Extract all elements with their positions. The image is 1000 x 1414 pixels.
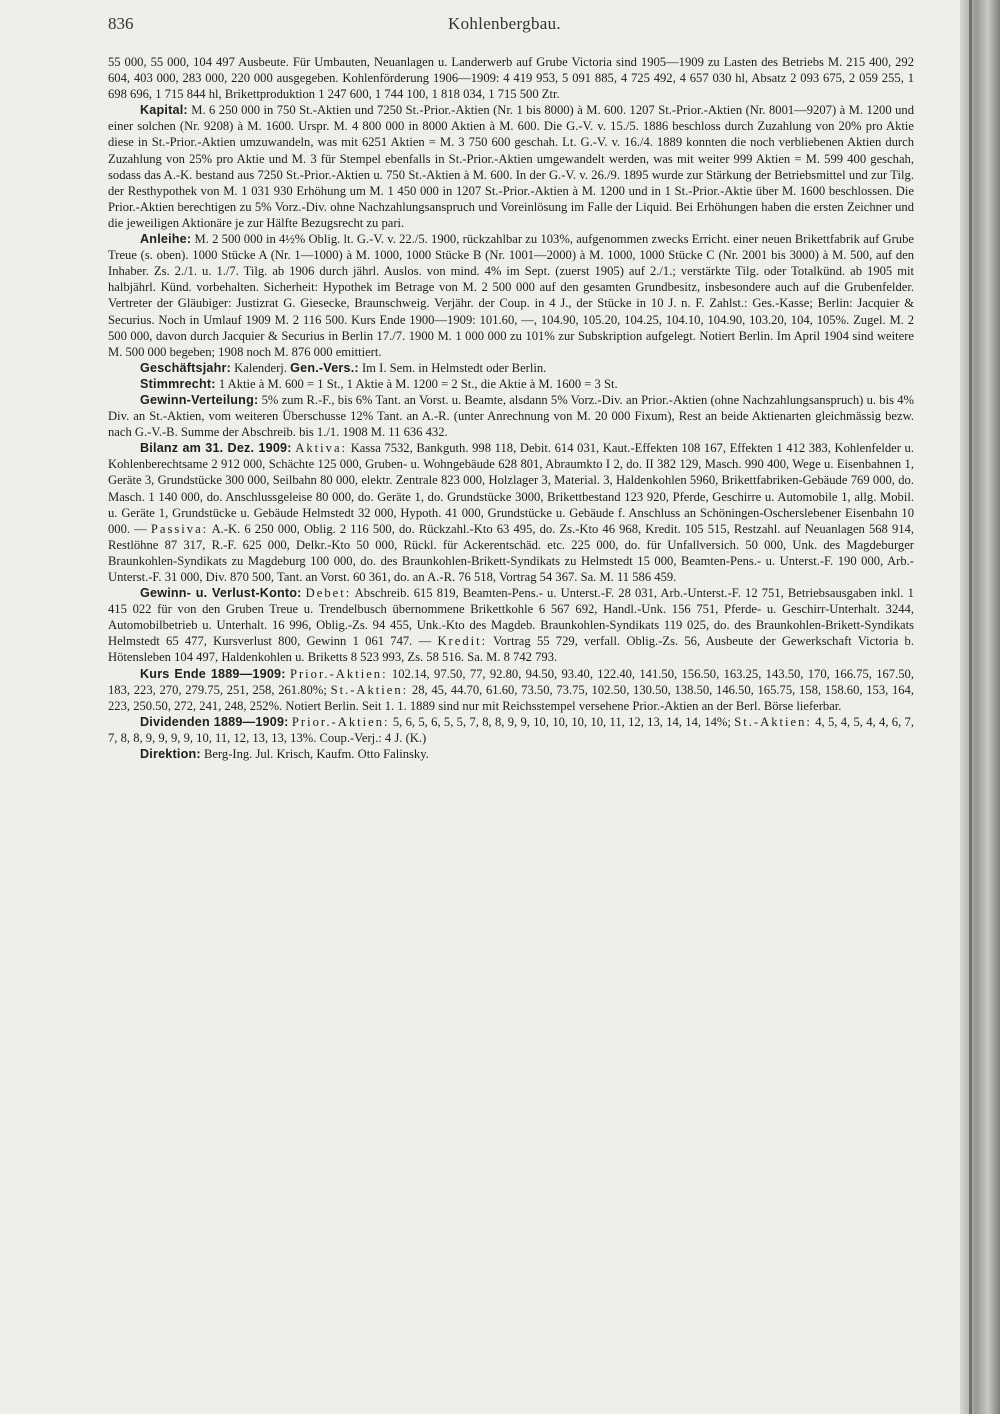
section-label: Gewinn- u. Verlust-Konto: xyxy=(140,586,302,601)
paragraph-dividenden xyxy=(108,714,914,746)
page-number: 836 xyxy=(108,14,134,33)
paragraph-ausbeute xyxy=(108,54,914,102)
paragraph-text: 1 Aktie à M. 600 = 1 St., 1 Aktie à M. 1200 = 2 St., die Aktie à M. 1600 = 3 St. xyxy=(218,376,618,391)
scan-binding-line xyxy=(969,0,972,1414)
spaced-label: Passiva: xyxy=(150,521,209,536)
paragraph-text: 5, 6, 5, 6, 5, 5, 7, 8, 8, 9, 9, 10, 10, 10, 10, 11, 12, 13, 14, 14, 14%; xyxy=(392,714,731,729)
paragraph-bilanz xyxy=(108,440,914,585)
section-label: Kurs Ende 1889—1909: xyxy=(140,666,286,681)
paragraph-text: Vortrag 55 729, verfall. Oblig.-Zs. 56, Ausbeute der Gewerkschaft Victoria b. Hötensleben 104 497, Haldenkohlen u. Briketts 8 523 993, Zs. 58 516. Sa. M. 8 742 793. xyxy=(108,634,914,665)
paragraph-text: Im I. Sem. in Helmstedt oder Berlin. xyxy=(361,360,547,375)
scan-edge-shadow xyxy=(960,0,1000,1414)
document-page xyxy=(108,14,914,762)
paragraph-gewinn-verteilung xyxy=(108,392,914,440)
paragraph-text: 4, 5, 4, 5, 4, 4, 6, 7, 7, 8, 8, 9, 9, 9, 9, 10, 11, 12, 13, 13, 13%. Coup.-Verj.: 4 J. (K.) xyxy=(108,714,914,745)
paragraph-text: Abschreib. 615 819, Beamten-Pens.- u. Unterst.-F. 28 031, Arb.-Unterst.-F. 12 751, Betriebsausgaben inkl. 1 415 022 für von den Gruben Treue u. Trendelbusch übernommene Brikettkohle 6 567 692, Handl.-Unk. 156 751, Pferde- u. Geschirr-Unterhalt. 3244, Automobilbetrieb u. Unterhalt. 16 996, Oblig.-Zs. 94 455, Unk.-Kto des Magdeb. Braunkohlen-Syndikats 119 025, do. des Braunkohlen-Brikett-Syndikats Helmstedt 65 477, Kursverlust 800, Gewinn 1 061 747. — xyxy=(108,586,914,649)
paragraph-kurs xyxy=(108,666,914,714)
section-label: Dividenden 1889—1909: xyxy=(140,714,289,729)
paragraph-text: 5% zum R.-F., bis 6% Tant. an Vorst. u. Beamte, alsdann 5% Vorz.-Div. an Prior.-Aktien (ohne Nachzahlungsanspruch) u. bis 4% Div. an St.-Aktien, vom weiteren Überschusse 12% Tant. an A.-R. (unter Anrechnung von M. 20 000 Fixum), Rest an beide Aktienarten gleichmässig bezw. nach G.-V.-B. Summe der Abschreib. bis 1./1. 1908 M. 11 636 432. xyxy=(108,392,914,440)
section-label: Direktion: xyxy=(140,747,201,762)
paragraph-text: Berg-Ing. Jul. Krisch, Kaufm. Otto Falinsky. xyxy=(203,747,429,762)
section-label: Stimmrecht: xyxy=(140,376,216,391)
paragraph-stimmrecht xyxy=(108,376,914,392)
paragraph-text: 55 000, 55 000, 104 497 Ausbeute. Für Umbauten, Neuanlagen u. Landerwerb auf Grube Victoria sind 1905—1909 zu Lasten des Betriebs M. 215 400, 292 604, 403 000, 283 000, 220 000 ausgegeben. Kohlenförderung 1906—1909: 4 419 953, 5 091 885, 4 725 492, 4 657 030 hl, Absatz 2 093 675, 2 059 255, 1 698 696, 1 715 844 hl, Brikettproduktion 1 247 600, 1 744 100, 1 818 034, 1 715 500 Ztr. xyxy=(108,55,914,102)
paragraph-gewinn-verlust xyxy=(108,585,914,665)
running-title: Kohlenbergbau. xyxy=(448,14,561,33)
paragraph-text: Kassa 7532, Bankguth. 998 118, Debit. 614 031, Kaut.-Effekten 108 167, Effekten 1 412 383, Kohlenfelder u. Kohlenberechtsame 2 912 000, Schächte 125 000, Gruben- u. Wohngebäude 628 801, Abraumkto I 2, do. II 382 129, Masch. 990 400, Wege u. Eisenbahnen 1, Geräte 3, Grundstücke 300 000, Seilbahn 80 000, elektr. Zentrale 823 000, Holzlager 3, Material. 3, Haldenkohlen 5960, Brikettfabriken-Gebäude 769 000, do. Masch. 1 140 000, do. Anschlussgeleise 80 000, do. Geräte 1, do. Grundstücke 3000, Brikettbestand 123 920, Pferde, Geschirre u. Automobile 1, allg. Mobil. u. Geräte 1, Grundstücke u. Gebäude Helmstedt 32 000, Hypoth. 41 000, Grundstücke u. Gebäude f. Anschluss an Schöningen-Oscherslebener Eisenbahn 10 000. — xyxy=(108,441,914,536)
paragraph-text: A.-K. 6 250 000, Oblig. 2 116 500, do. Rückzahl.-Kto 63 495, do. Zs.-Kto 46 968, Kredit. 105 515, Restzahl. auf Neuanlagen 568 914, Restlöhne 87 317, R.-F. 625 000, Delkr.-Kto 50 000, Rückl. für Ackerentschäd. etc. 225 000, do. für Unfallversich. 50 000, Unk. des Magdeburger Braunkohlen-Syndikats zu Magdeburg 100 000, do. des Braunkohlen-Brikett-Syndikats zu Helmstedt 15 000, Beamten-Pens.- u. Unterst.-F. 190 000, Arb.-Unterst.-F. 31 000, Div. 870 500, Tant. an Vorst. 60 361, do. an A.-R. 76 518, Vortrag 54 367. Sa. M. 11 586 459. xyxy=(108,521,914,584)
spaced-label: St.-Aktien: xyxy=(734,714,812,729)
paragraph-text: M. 6 250 000 in 750 St.-Aktien und 7250 St.-Prior.-Aktien (Nr. 1 bis 8000) à M. 600. 1207 St.-Prior.-Aktien (Nr. 8001—9207) à M. 1200 und einer solchen (Nr. 9208) à M. 1600. Urspr. M. 4 800 000 in 8000 Aktien à M. 600. Die G.-V. v. 15./5. 1886 beschloss durch Zuzahlung von 20% pro Aktie diese in St.-Prior.-Aktien umzuwandeln, was mit 6251 Aktien = M. 3 750 600 geschah. Lt. G.-V. v. 16./4. 1889 konnten die noch verbliebenen Aktien durch Zuzahlung von 25% pro Aktie und M. 3 für Stempel ebenfalls in St.-Prior.-Aktien umgewandelt werden, was mit weiter 999 Aktien = M. 599 400 geschah, sodass das A.-K. bestand aus 7250 St.-Prior.-Aktien u. 750 St.-Aktien à M. 600. In der G.-V. v. 26./9. 1895 wurde zur Stärkung der Betriebsmittel und zur Tilg. der Resthypothek von M. 1 031 930 Erhöhung um M. 1 450 000 in 1207 St.-Prior.-Aktien à M. 1200 und in 1 St.-Prior.-Aktie über M. 1600 beschlossen. Die Prior.-Aktien berechtigen zu 5% Vorz.-Div. ohne Nachzahlungsanspruch und Voreinlösung im Falle der Liquid. Bei Erhöhungen haben die ersten Zeichner und die jeweiligen Aktionäre je zur Hälfte Bezugsrecht zu pari. xyxy=(108,103,915,230)
section-label: Gewinn-Verteilung: xyxy=(140,392,259,407)
paragraph-text: 102.14, 97.50, 77, 92.80, 94.50, 93.40, 122.40, 141.50, 156.50, 163.25, 143.50, 170, 166.75, 167.50, 183, 223, 270, 279.75, 251, 258, 261.80%; xyxy=(108,666,914,697)
spaced-label: Kredit: xyxy=(437,634,488,649)
body-text xyxy=(108,54,914,762)
spaced-label: Aktiva: xyxy=(295,441,348,456)
paragraph-geschaeftsjahr xyxy=(108,360,914,376)
section-label: Anleihe: xyxy=(140,232,192,247)
paragraph-direktion xyxy=(108,746,914,762)
spaced-label: Prior.-Aktien: xyxy=(289,666,388,681)
spaced-label: Prior.-Aktien: xyxy=(291,714,390,729)
paragraph-text: Kalenderj. xyxy=(234,360,287,375)
spaced-label: Debet: xyxy=(305,586,352,601)
page-header xyxy=(108,14,914,54)
paragraph-anleihe xyxy=(108,231,914,360)
section-label: Geschäftsjahr: xyxy=(140,360,231,375)
section-label: Kapital: xyxy=(140,103,188,118)
spaced-label: St.-Aktien: xyxy=(330,682,409,697)
paragraph-text: 28, 45, 44.70, 61.60, 73.50, 73.75, 102.50, 130.50, 138.50, 146.50, 165.75, 158, 158.60, 153, 164, 223, 250.50, 272, 241, 248, 252%. Notiert Berlin. Seit 1. 1. 1889 sind nur mit Reichsstempel versehene Prior.-Aktien an der Berl. Börse lieferbar. xyxy=(108,682,915,713)
section-label: Gen.-Vers.: xyxy=(290,360,359,375)
paragraph-kapital xyxy=(108,102,914,231)
paragraph-text: M. 2 500 000 in 4½% Oblig. lt. G.-V. v. 22./5. 1900, rückzahlbar zu 103%, aufgenommen zwecks Erricht. einer neuen Brikettfabrik auf Grube Treue (s. oben). 1000 Stücke A (Nr. 1—1000) à M. 1000, 1000 Stücke B (Nr. 1001—2000) à M. 1000, 1000 Stücke C (Nr. 2001 bis 3000) à M. 500, auf den Inhaber. Zs. 2./1. u. 1./7. Tilg. ab 1906 durch jährl. Auslos. von mind. 4% im Sept. (zuerst 1905) auf 2./1.; verstärkte Tilg. oder Totalkünd. ab 1905 mit halbjährl. Künd. vorbehalten. Sicherheit: Hypothek im Betrage von M. 2 500 000 auf den gesamten Grundbesitz, insbesondere auch auf die Grubenfelder. Vertreter der Gläubiger: Justizrat G. Giesecke, Braunschweig. Verjähr. der Coup. in 4 J., der Stücke in 10 J. n. F. Zahlst.: Ges.-Kasse; Berlin: Jacquier & Securius. Noch in Umlauf 1909 M. 2 116 500. Kurs Ende 1900—1909: 101.60, —, 104.90, 105.20, 104.25, 104.10, 104.90, 103.20, 104, 105%. Zugel. M. 2 500 000, davon durch Jacquier & Securius in Berlin 17./7. 1900 M. 1 000 000 zu 101% zur Subskription aufgelegt. Notiert Berlin. Im April 1904 sind weitere M. 500 000 begeben; 1908 noch M. 876 000 emittiert. xyxy=(108,232,914,359)
section-label: Bilanz am 31. Dez. 1909: xyxy=(140,441,292,456)
